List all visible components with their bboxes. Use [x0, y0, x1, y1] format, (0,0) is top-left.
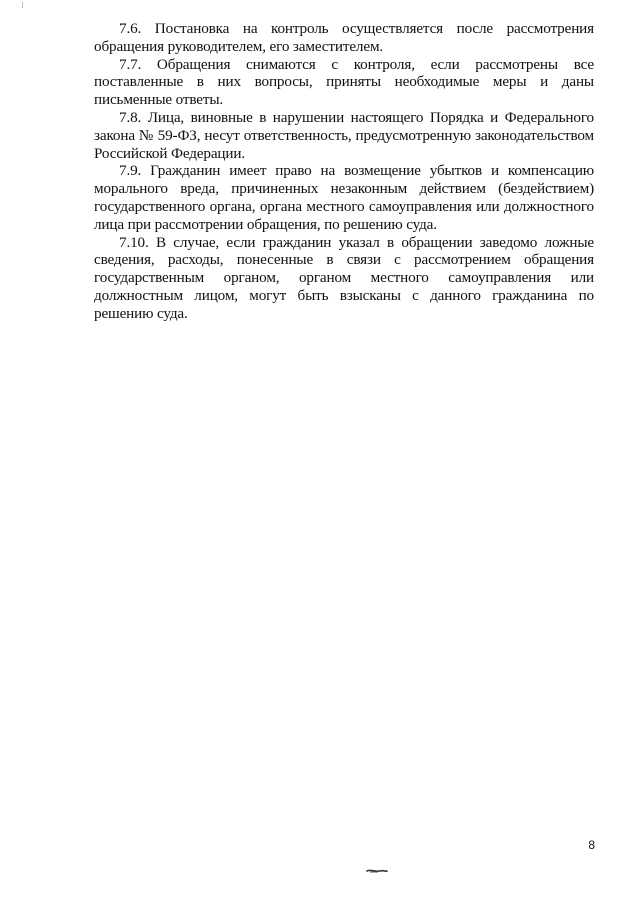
scan-smudge-mark	[366, 868, 388, 874]
page-number: 8	[588, 838, 595, 852]
paragraph-7-10: 7.10. В случае, если гражданин указал в обращении заведомо ложные сведения, расходы, понесенные в связи с рассмотрением обращения государственным органом, органом местного самоуправления или должностным лицом, могут быть взысканы с данного гражданина по решению суда.	[94, 233, 594, 322]
scan-artifact-tick	[22, 2, 23, 8]
paragraph-7-6: 7.6. Постановка на контроль осуществляется после рассмотрения обращения руководителем, его заместителем.	[94, 20, 594, 55]
document-body	[94, 20, 594, 323]
paragraph-7-8: 7.8. Лица, виновные в нарушении настоящего Порядка и Федерального закона № 59-ФЗ, несут ответственность, предусмотренную законодательством Российской Федерации.	[94, 108, 594, 162]
paragraph-7-7: 7.7. Обращения снимаются с контроля, если рассмотрены все поставленные в них вопросы, приняты необходимые меры и даны письменные ответы.	[94, 55, 594, 109]
paragraph-7-9: 7.9. Гражданин имеет право на возмещение убытков и компенсацию морального вреда, причиненных незаконным действием (бездействием) государственного органа, органа местного самоуправления или должностного лица при рассмотрении обращения, по решению суда.	[94, 162, 594, 233]
